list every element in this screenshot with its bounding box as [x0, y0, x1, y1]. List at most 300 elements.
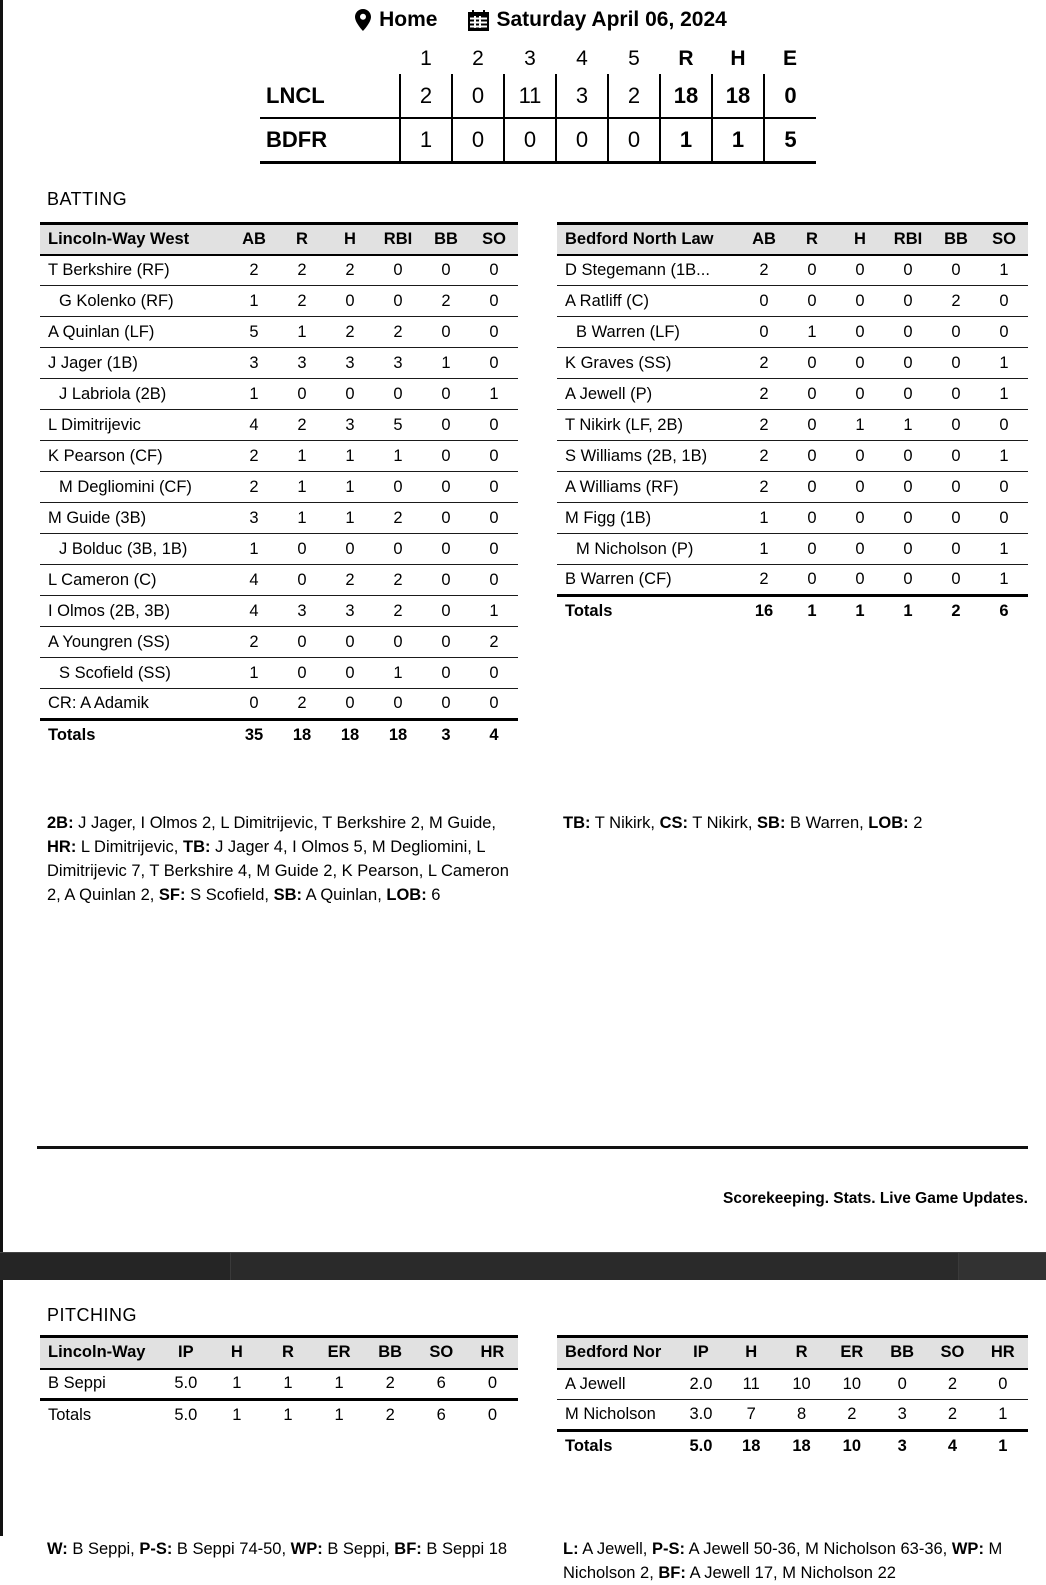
stat-cell: 0: [393, 694, 403, 712]
batting-player-row: [40, 658, 518, 689]
stat-cell: 1: [759, 539, 769, 558]
stat-cell: 3: [249, 353, 259, 372]
stat-cell: 0: [441, 601, 451, 620]
stat-cell: 0: [345, 663, 355, 682]
pitching-section-title: PITCHING: [47, 1305, 138, 1325]
stat-cell: 1: [999, 384, 1009, 403]
note-text: B Seppi 18: [421, 1540, 508, 1558]
note-text: J Jager 4, I Olmos 5, M Degliomini, L Dimitrijevic 7, T Berkshire 4, M Guide 2, K Pearson, L Cameron 2, A Quinlan 2,: [47, 838, 514, 904]
stat-cell: 2.0: [689, 1374, 713, 1393]
stat-cell: 2: [249, 446, 259, 465]
stat-cell: 0: [489, 694, 499, 712]
stat-cell: 1: [759, 508, 769, 527]
totals-stat-cell: 2: [385, 1406, 395, 1425]
inning-score-cell: 0: [452, 118, 504, 162]
pitching-home-header-row: [557, 1337, 1028, 1369]
stat-cell: 10: [842, 1374, 862, 1393]
stat-column-header: H: [745, 1343, 758, 1362]
stat-cell: 1: [297, 322, 307, 341]
batting-player-row: [557, 565, 1028, 596]
batting-player-row: [557, 255, 1028, 286]
stat-cell: 0: [807, 446, 817, 465]
stat-cell: 0: [807, 508, 817, 527]
batting-home-notes: [563, 763, 1033, 835]
batting-player-row: [557, 472, 1028, 503]
stat-cell: 2: [759, 415, 769, 434]
pitching-home-notes: [563, 1489, 1041, 1585]
stat-cell: 1: [999, 446, 1009, 465]
totals-stat-cell: 4: [489, 726, 499, 745]
batting-player-row: [557, 379, 1028, 410]
totals-stat-cell: 5.0: [689, 1437, 713, 1456]
stat-cell: 0: [903, 322, 913, 341]
game-header: [18, 8, 1046, 32]
stat-cell: 5: [393, 415, 403, 434]
stat-cell: 0: [345, 632, 355, 651]
stat-cell: 4: [249, 415, 259, 434]
note-segment: [868, 814, 922, 832]
stat-cell: 0: [441, 477, 451, 496]
stat-cell: 0: [855, 446, 865, 465]
hits-cell: 18: [712, 74, 764, 118]
note-text: A Quinlan,: [301, 886, 387, 904]
stat-column-header: RBI: [383, 229, 413, 248]
stat-cell: 0: [999, 508, 1009, 527]
stat-column-header: BB: [434, 229, 458, 248]
note-label: SB:: [273, 886, 302, 904]
band-left-segment: [0, 1253, 231, 1280]
player-name-cell: J Jager (1B): [48, 353, 138, 372]
totals-label: Totals: [565, 1437, 613, 1456]
stat-column-header: BB: [944, 229, 968, 248]
stat-cell: 2: [249, 477, 259, 496]
totals-stat-cell: 1: [807, 602, 817, 621]
batting-home-header-row: [557, 224, 1028, 255]
stat-cell: 0: [951, 570, 961, 588]
stat-cell: 0: [393, 477, 403, 496]
stat-cell: 0: [951, 322, 961, 341]
stat-cell: 0: [807, 291, 817, 310]
batting-player-row: [40, 534, 518, 565]
stat-cell: 7: [746, 1405, 756, 1423]
stat-cell: 3: [393, 353, 403, 372]
stat-cell: 1: [345, 477, 355, 496]
band-right-segment: [958, 1253, 1046, 1280]
batting-player-row: [557, 534, 1028, 565]
stat-cell: 0: [951, 260, 961, 279]
totals-label: Totals: [48, 1406, 92, 1425]
stat-cell: 0: [855, 508, 865, 527]
player-name-cell: I Olmos (2B, 3B): [48, 601, 170, 620]
batting-player-row: [557, 503, 1028, 534]
pitcher-row: [40, 1369, 518, 1400]
note-segment: [563, 1540, 652, 1558]
stat-cell: 0: [951, 539, 961, 558]
stat-cell: 0: [393, 632, 403, 651]
note-text: M Nicholson 2,: [563, 1540, 1007, 1582]
stat-cell: 8: [796, 1405, 807, 1423]
batting-player-row: [40, 503, 518, 534]
stat-cell: 2: [947, 1374, 958, 1393]
stat-cell: 2: [385, 1374, 395, 1393]
batting-player-row: [40, 317, 518, 348]
stat-cell: 0: [441, 632, 451, 651]
stat-cell: 0: [489, 260, 499, 279]
stat-cell: 2: [759, 384, 769, 403]
team-abbreviation: LNCL: [266, 82, 325, 108]
stat-cell: 2: [393, 601, 403, 620]
stat-cell: 6: [436, 1374, 446, 1393]
note-label: 2B:: [47, 814, 74, 832]
stat-cell: 0: [345, 539, 355, 558]
stat-cell: 0: [393, 291, 403, 310]
stat-cell: 0: [441, 415, 451, 434]
batting-away-body: [40, 255, 518, 720]
team-name-header: Lincoln-Way West: [48, 229, 190, 248]
totals-stat-cell: 3: [441, 726, 451, 745]
stat-cell: 0: [999, 322, 1009, 341]
note-label: TB:: [563, 814, 591, 832]
player-name-cell: A Ratliff (C): [565, 291, 650, 310]
note-segment: [563, 814, 660, 832]
stat-cell: 0: [489, 508, 499, 527]
stat-cell: 0: [999, 291, 1009, 310]
note-label: WP:: [290, 1540, 323, 1558]
calendar-icon: [468, 10, 489, 31]
stat-cell: 2: [759, 477, 769, 496]
stat-cell: 0: [297, 570, 307, 589]
note-label: TB:: [182, 838, 211, 856]
player-name-cell: A Youngren (SS): [48, 632, 171, 651]
totals-stat-cell: 1: [855, 602, 865, 621]
stat-cell: 0: [441, 663, 451, 682]
batting-home-totals-row: [557, 596, 1028, 627]
pitching-away-totals-row: [40, 1400, 518, 1431]
note-segment: [159, 886, 274, 904]
stat-cell: 0: [441, 508, 451, 527]
stat-cell: 3: [345, 353, 355, 372]
player-name-cell: CR: A Adamik: [48, 694, 149, 712]
batting-away-totals-row: [40, 720, 518, 751]
stat-cell: 0: [903, 353, 913, 372]
stat-cell: 1: [297, 477, 307, 496]
stat-cell: 1: [345, 446, 355, 465]
team-name-header: Lincoln-Way: [48, 1343, 146, 1362]
player-name-cell: L Dimitrijevic: [48, 415, 141, 434]
stat-cell: 1: [297, 508, 307, 527]
player-name-cell: B Warren (CF): [565, 570, 672, 588]
stat-cell: 0: [249, 694, 259, 712]
totals-stat-cell: 6: [999, 602, 1009, 621]
stat-cell: 0: [951, 353, 961, 372]
stat-cell: 2: [951, 291, 961, 310]
batting-player-row: [40, 286, 518, 317]
stat-cell: 0: [489, 663, 499, 682]
stat-cell: 3: [297, 601, 307, 620]
note-text: 2: [908, 814, 923, 832]
batting-player-row: [40, 348, 518, 379]
stat-cell: 3: [345, 415, 355, 434]
inning-score-cell: 0: [608, 118, 660, 162]
stat-cell: 3: [897, 1405, 907, 1423]
location-label: Home: [379, 8, 438, 31]
stat-cell: 4: [249, 570, 259, 589]
player-name-cell: G Kolenko (RF): [59, 291, 174, 310]
totals-stat-cell: 1: [903, 602, 913, 621]
totals-stat-cell: 18: [792, 1437, 811, 1456]
stat-cell: 0: [441, 694, 451, 712]
stat-column-header: HR: [990, 1343, 1015, 1362]
stat-cell: 2: [393, 570, 403, 589]
stat-cell: 0: [489, 415, 499, 434]
stat-cell: 3: [297, 353, 307, 372]
stat-cell: 2: [345, 260, 355, 279]
note-label: SF:: [158, 886, 186, 904]
note-segment: [139, 1540, 290, 1558]
note-label: L:: [563, 1540, 579, 1558]
note-label: P-S:: [651, 1540, 685, 1558]
stat-cell: 0: [855, 539, 865, 558]
inning-score-cell: 2: [400, 74, 452, 118]
inning-score-cell: 11: [504, 74, 556, 118]
stat-cell: 1: [249, 384, 259, 403]
stat-cell: 0: [489, 291, 499, 310]
stat-cell: 1: [393, 446, 403, 465]
errors-cell: 5: [764, 118, 816, 162]
inning-score-cell: 2: [608, 74, 660, 118]
stat-cell: 0: [441, 322, 451, 341]
note-text: A Jewell 50-36, M Nicholson 63-36,: [684, 1540, 952, 1558]
stat-cell: 0: [903, 446, 913, 465]
stat-cell: 5.0: [174, 1374, 198, 1393]
stat-cell: 2: [759, 260, 769, 279]
inning-score-cell: 3: [556, 74, 608, 118]
stat-cell: 4: [249, 601, 259, 620]
stat-column-header: BB: [378, 1343, 403, 1362]
pitching-table-home: [557, 1335, 1028, 1462]
totals-stat-cell: 6: [436, 1406, 446, 1425]
pitching-away-header-row: [40, 1337, 518, 1369]
stat-cell: 2: [441, 291, 451, 310]
stat-cell: 1: [903, 415, 913, 434]
note-text: S Scofield,: [185, 886, 274, 904]
note-segment: [394, 1540, 507, 1558]
note-label: BF:: [394, 1540, 422, 1558]
note-text: 6: [426, 886, 441, 904]
stat-cell: 1: [297, 446, 307, 465]
linescore-body: [260, 74, 816, 162]
totals-stat-cell: 1: [283, 1406, 293, 1425]
stat-cell: 0: [807, 570, 817, 588]
stat-cell: 0: [855, 477, 865, 496]
note-label: P-S:: [139, 1540, 173, 1558]
stat-cell: 0: [903, 384, 913, 403]
stat-cell: 0: [903, 570, 913, 588]
stat-column-header: BB: [890, 1343, 915, 1362]
totals-stat-cell: 0: [487, 1406, 497, 1425]
stat-cell: 0: [951, 446, 961, 465]
note-segment: [757, 814, 868, 832]
pitching-home-totals-row: [557, 1431, 1028, 1462]
totals-stat-cell: 1: [334, 1406, 344, 1425]
note-label: LOB:: [386, 886, 427, 904]
stat-cell: 0: [487, 1374, 497, 1393]
batting-player-row: [40, 689, 518, 720]
stat-column-header: ER: [327, 1343, 351, 1362]
errors-cell: 0: [764, 74, 816, 118]
stat-cell: 3: [249, 508, 259, 527]
stat-cell: 0: [489, 322, 499, 341]
stat-cell: 0: [297, 539, 307, 558]
player-name-cell: T Berkshire (RF): [48, 260, 170, 279]
stat-cell: 0: [807, 353, 817, 372]
pitcher-row: [557, 1369, 1028, 1400]
note-text: L Dimitrijevic,: [76, 838, 183, 856]
stat-cell: 0: [903, 477, 913, 496]
linescore-team-row: [260, 118, 816, 162]
inning-score-cell: 0: [504, 118, 556, 162]
batting-player-row: [557, 410, 1028, 441]
stat-cell: 0: [441, 260, 451, 279]
totals-stat-cell: 4: [947, 1437, 958, 1456]
date-group: [468, 8, 727, 32]
stat-cell: 2: [249, 260, 259, 279]
note-text: T Nikirk,: [687, 814, 758, 832]
team-name-header: Bedford North Law: [565, 229, 714, 248]
batting-player-row: [557, 441, 1028, 472]
batting-away-notes: [47, 763, 519, 907]
stat-column-header: HR: [480, 1343, 505, 1362]
stat-cell: 0: [855, 570, 865, 588]
stat-cell: 0: [897, 1374, 907, 1393]
stat-cell: 0: [999, 477, 1009, 496]
note-label: LOB:: [868, 814, 909, 832]
game-date-label: Saturday April 06, 2024: [496, 8, 727, 31]
note-segment: [291, 1540, 395, 1558]
note-segment: [386, 886, 440, 904]
totals-stat-cell: 2: [951, 602, 961, 621]
batting-player-row: [40, 379, 518, 410]
stat-cell: 2: [759, 570, 769, 588]
stat-cell: 0: [999, 415, 1009, 434]
linescore-header-row: [260, 44, 816, 74]
stat-cell: 0: [393, 260, 403, 279]
stat-cell: 1: [999, 539, 1009, 558]
stat-cell: 1: [489, 601, 499, 620]
stat-cell: 2: [345, 570, 355, 589]
note-segment: [658, 1564, 896, 1582]
stat-cell: 0: [345, 291, 355, 310]
stat-cell: 2: [297, 694, 307, 712]
batting-away-header-row: [40, 224, 518, 255]
note-segment: [660, 814, 757, 832]
stat-cell: 10: [792, 1374, 811, 1393]
stat-cell: 0: [807, 415, 817, 434]
stat-cell: 0: [807, 477, 817, 496]
stat-cell: 0: [807, 539, 817, 558]
pitching-table-away: [40, 1335, 518, 1431]
batting-player-row: [40, 441, 518, 472]
note-segment: [652, 1540, 952, 1558]
linescore-column-header: E: [782, 47, 797, 70]
linescore-column-header: H: [730, 47, 746, 70]
player-name-cell: A Williams (RF): [565, 477, 679, 496]
stat-cell: 0: [951, 384, 961, 403]
stat-cell: 2: [489, 632, 499, 651]
totals-stat-cell: 18: [388, 726, 408, 745]
runs-cell: 1: [660, 118, 712, 162]
inning-score-cell: 0: [556, 118, 608, 162]
stat-cell: 0: [441, 384, 451, 403]
stat-cell: 1: [283, 1374, 293, 1393]
stat-cell: 0: [489, 477, 499, 496]
player-name-cell: S Williams (2B, 1B): [565, 446, 708, 465]
stat-cell: 0: [855, 353, 865, 372]
stat-cell: 0: [855, 322, 865, 341]
totals-label: Totals: [565, 602, 613, 621]
note-label: HR:: [47, 838, 77, 856]
location-group: [355, 8, 437, 32]
stat-cell: 5: [249, 322, 259, 341]
stat-cell: 0: [855, 291, 865, 310]
stat-cell: 0: [441, 570, 451, 589]
note-label: BF:: [658, 1564, 686, 1582]
linescore-column-header: 3: [524, 47, 536, 70]
batting-player-row: [557, 348, 1028, 379]
stat-cell: 1: [232, 1374, 242, 1393]
stat-column-header: R: [806, 229, 818, 248]
linescore-column-header: 5: [628, 47, 640, 70]
stat-cell: 0: [489, 539, 499, 558]
linescore-team-row: [260, 74, 816, 118]
player-name-cell: A Jewell (P): [565, 384, 653, 403]
stat-cell: 0: [807, 384, 817, 403]
hits-cell: 1: [712, 118, 764, 162]
stat-cell: 2: [297, 260, 307, 279]
stat-cell: 1: [441, 353, 451, 372]
linescore-column-header: 4: [576, 47, 588, 70]
stat-cell: 0: [903, 291, 913, 310]
team-name-header: Bedford Nor: [565, 1343, 662, 1362]
stat-cell: 2: [393, 322, 403, 341]
batting-player-row: [557, 286, 1028, 317]
stat-cell: 1: [999, 353, 1009, 372]
stat-cell: 2: [947, 1405, 958, 1423]
batting-player-row: [40, 255, 518, 286]
totals-stat-cell: 10: [842, 1437, 862, 1456]
stat-column-header: R: [296, 229, 308, 248]
stat-cell: 0: [297, 384, 307, 403]
team-abbreviation: BDFR: [266, 126, 328, 152]
stat-cell: 0: [393, 539, 403, 558]
batting-player-row: [40, 410, 518, 441]
linescore-column-header: 2: [472, 47, 484, 70]
stat-cell: 0: [855, 384, 865, 403]
stat-cell: 0: [489, 353, 499, 372]
note-text: T Nikirk,: [590, 814, 660, 832]
stat-column-header: H: [854, 229, 866, 248]
stat-cell: 0: [759, 291, 769, 310]
player-name-cell: M Degliomini (CF): [59, 477, 192, 496]
player-name-cell: B Warren (LF): [576, 322, 680, 341]
note-label: CS:: [659, 814, 688, 832]
stat-column-header: SO: [429, 1343, 454, 1362]
stat-cell: 0: [903, 539, 913, 558]
player-name-cell: L Cameron (C): [48, 570, 157, 589]
stat-cell: 1: [345, 508, 355, 527]
stat-cell: 2: [297, 415, 307, 434]
pitcher-row: [557, 1400, 1028, 1431]
